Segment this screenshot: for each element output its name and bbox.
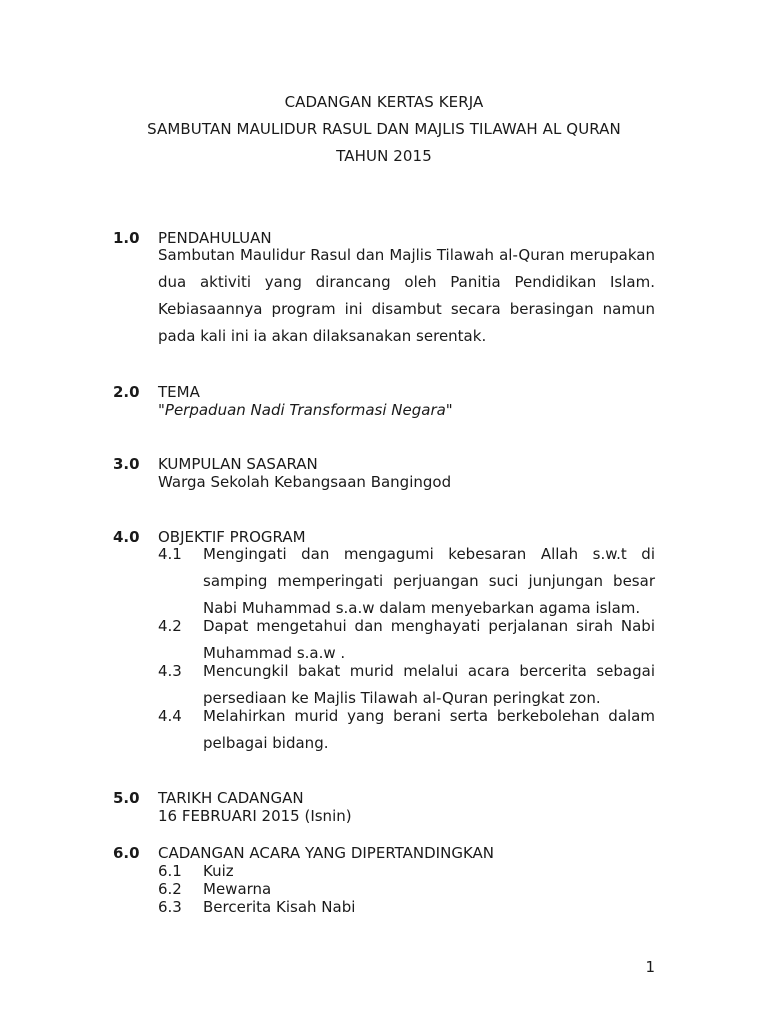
document-title <box>0 92 768 173</box>
section-number: 3.0 <box>113 455 140 473</box>
item-text: Melahirkan murid yang berani serta berkebolehan dalam pelbagai bidang. <box>203 707 655 752</box>
section-heading <box>113 844 658 862</box>
item-number: 6.2 <box>158 880 182 898</box>
section-body: Warga Sekolah Kebangsaan Bangingod <box>158 473 452 491</box>
section-title: CADANGAN ACARA YANG DIPERTANDINGKAN <box>158 844 495 862</box>
list-item <box>158 703 655 757</box>
item-number: 4.2 <box>158 617 182 635</box>
list-item <box>158 862 655 880</box>
section-cadangan-acara <box>113 844 658 916</box>
section-title: KUMPULAN SASARAN <box>158 455 318 473</box>
section-number: 2.0 <box>113 383 140 401</box>
list-item <box>158 898 655 916</box>
title-line-1: CADANGAN KERTAS KERJA <box>284 93 484 111</box>
section-title: TEMA <box>158 383 200 401</box>
item-text: Mencungkil bakat murid melalui acara bercerita sebagai persediaan ke Majlis Tilawah al-Quran peringkat zon. <box>203 662 655 707</box>
item-number: 4.3 <box>158 662 182 680</box>
section-body: Sambutan Maulidur Rasul dan Majlis Tilawah al-Quran merupakan dua aktiviti yang dirancang oleh Panitia Pendidikan Islam. Kebiasaannya program ini disambut secara berasingan namun pada kali ini ia akan dilaksanakan serentak. <box>158 246 655 345</box>
section-body: "Perpaduan Nadi Transformasi Negara" <box>158 401 453 419</box>
section-heading <box>113 455 658 473</box>
section-tema <box>113 383 658 419</box>
section-objektif-program <box>113 528 658 757</box>
section-title: TARIKH CADANGAN <box>158 789 304 807</box>
item-number: 6.3 <box>158 898 182 916</box>
section-title: OBJEKTIF PROGRAM <box>158 528 306 546</box>
section-title: PENDAHULUAN <box>158 229 272 247</box>
item-text: Kuiz <box>203 862 234 880</box>
item-text: Bercerita Kisah Nabi <box>203 898 356 916</box>
section-tarikh-cadangan <box>113 789 658 825</box>
title-line-2: SAMBUTAN MAULIDUR RASUL DAN MAJLIS TILAWAH AL QURAN <box>147 120 621 138</box>
section-number: 4.0 <box>113 528 140 546</box>
item-number: 4.1 <box>158 545 182 563</box>
list-item <box>158 541 655 622</box>
section-number: 5.0 <box>113 789 140 807</box>
section-kumpulan-sasaran <box>113 455 658 491</box>
section-heading <box>113 383 658 401</box>
item-text: Mengingati dan mengagumi kebesaran Allah s.w.t di samping memperingati perjuangan suci junjungan besar Nabi Muhammad s.a.w dalam menyebarkan agama islam. <box>203 545 655 617</box>
page-number: 1 <box>645 958 655 976</box>
event-list <box>158 862 655 916</box>
title-line-3: TAHUN 2015 <box>336 147 432 165</box>
section-heading <box>113 789 658 807</box>
item-text: Dapat mengetahui dan menghayati perjalanan sirah Nabi Muhammad s.a.w . <box>203 617 655 662</box>
section-body: 16 FEBRUARI 2015 (Isnin) <box>158 807 352 825</box>
item-number: 4.4 <box>158 707 182 725</box>
item-number: 6.1 <box>158 862 182 880</box>
section-heading <box>113 229 658 247</box>
list-item <box>158 880 655 898</box>
section-number: 6.0 <box>113 844 140 862</box>
section-pendahuluan <box>113 229 658 350</box>
section-number: 1.0 <box>113 229 140 247</box>
objective-list <box>158 541 655 757</box>
item-text: Mewarna <box>203 880 272 898</box>
